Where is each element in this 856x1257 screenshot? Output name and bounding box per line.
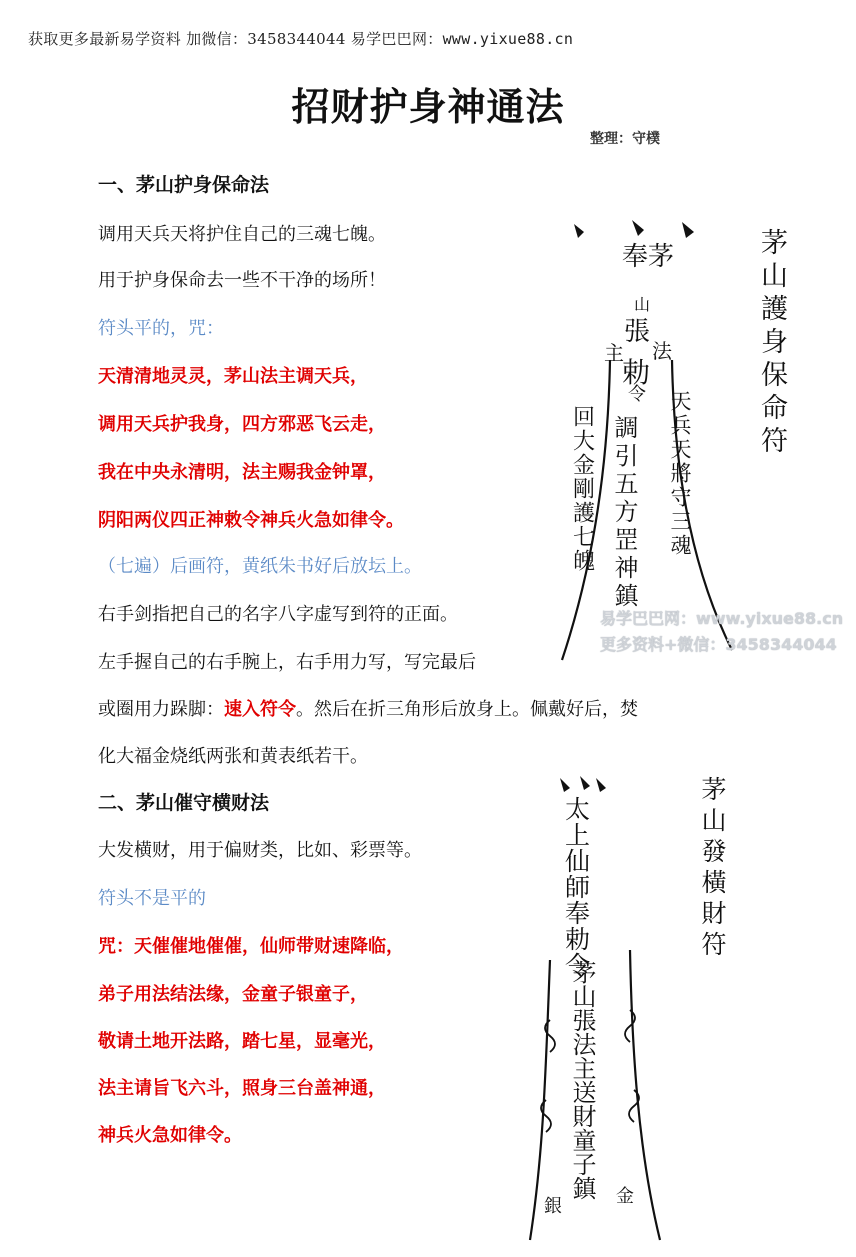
talisman1-label: 茅山護身保命符 <box>756 228 787 459</box>
s1-incantation-1: 天清清地灵灵，茅山法主调天兵， <box>98 366 368 387</box>
s2-incantation-1: 咒：天催催地催催，仙师带财速降临， <box>98 936 404 957</box>
talisman2-drawing <box>520 770 670 1257</box>
head-mark-icon <box>682 222 694 238</box>
page-title: 招财护身神通法 <box>291 85 565 129</box>
s1-line-9: 右手剑指把自己的名字八字虚写到符的正面。 <box>98 604 458 625</box>
svg-text:主: 主 <box>604 341 624 365</box>
svg-text:令: 令 <box>628 384 646 405</box>
s2-incantation-3: 敬请土地开法路，踏七星，显毫光， <box>98 1031 386 1052</box>
s2-line-2: 符头不是平的 <box>98 888 206 909</box>
section2-heading: 二、茅山催守横财法 <box>98 792 270 814</box>
s2-incantation-4: 法主请旨飞六斗，照身三台盖神通， <box>98 1078 386 1099</box>
s2-line-1: 大发横财，用于偏财类，比如、彩票等。 <box>98 840 422 861</box>
s1-incantation-2: 调用天兵护我身，四方邪恶飞云走， <box>98 414 386 435</box>
t1-top-1: 奉茅 <box>622 242 675 272</box>
svg-text:法: 法 <box>652 339 672 363</box>
s1-line-8: （七遍）后画符，黄纸朱书好后放坛上。 <box>98 556 422 577</box>
editor-credit: 整理：守樸 <box>590 131 660 147</box>
svg-text:山: 山 <box>634 295 651 314</box>
s1-line-11-c: 。然后在折三角形后放身上。佩戴好后，焚 <box>296 699 638 720</box>
section1-heading: 一、茅山护身保命法 <box>98 174 270 196</box>
promo-text: 获取更多最新易学资料 加微信：3458344044 易学巴巴网： <box>28 30 443 48</box>
svg-text:張: 張 <box>624 317 651 347</box>
s1-incantation-3: 我在中央永清明，法主赐我金钟罩， <box>98 462 386 483</box>
s1-line-1: 调用天兵天将护住自己的三魂七魄。 <box>98 224 386 245</box>
t1-right: 天兵天將守三魂 <box>668 390 692 558</box>
svg-text:勅: 勅 <box>622 356 651 389</box>
t2-jin: 金 <box>616 1186 634 1207</box>
s1-line-12: 化大福金烧纸两张和黄表纸若干。 <box>98 746 368 767</box>
promo-header <box>28 28 573 49</box>
t1-left: 回大金剛護七魄 <box>569 405 595 573</box>
site-url: www.yixue88.cn <box>442 30 574 48</box>
s1-incantation-4: 阴阳两仪四正神敕令神兵火急如律令。 <box>98 510 404 531</box>
s1-line-11-a: 或圈用力跺脚： <box>98 699 224 720</box>
head-mark-icon <box>632 220 644 236</box>
head-mark-icon <box>574 224 584 238</box>
t1-center: 調引五方罡神鎮 <box>610 415 638 611</box>
s2-incantation-5: 神兵火急如律令。 <box>98 1125 242 1146</box>
t2-top: 太上仙師奉勅令 <box>561 796 591 978</box>
talisman2-label: 茅山發橫財符 <box>698 776 727 962</box>
watermark-line-2: 更多资料+微信：3458344044 <box>600 635 837 654</box>
s1-line-11 <box>98 695 638 721</box>
head-mark-icon <box>596 778 606 792</box>
s1-line-3: 符头平的，咒： <box>98 318 224 339</box>
t2-yin: 銀 <box>544 1196 562 1217</box>
s2-incantation-2: 弟子用法结法缘，金童子银童子， <box>98 984 368 1005</box>
s1-line-2: 用于护身保命去一些不干净的场所！ <box>98 270 386 291</box>
s1-line-11-red: 速入符令 <box>224 699 296 720</box>
head-mark-icon <box>560 778 570 792</box>
talisman1-drawing <box>552 210 742 670</box>
watermark-line-1: 易学巴巴网：www.yixue88.cn <box>600 609 844 628</box>
t2-center: 茅山張法主送財童子鎮 <box>568 960 596 1200</box>
s1-line-10: 左手握自己的右手腕上，右手用力写，写完最后 <box>98 652 476 673</box>
head-mark-icon <box>580 776 590 790</box>
